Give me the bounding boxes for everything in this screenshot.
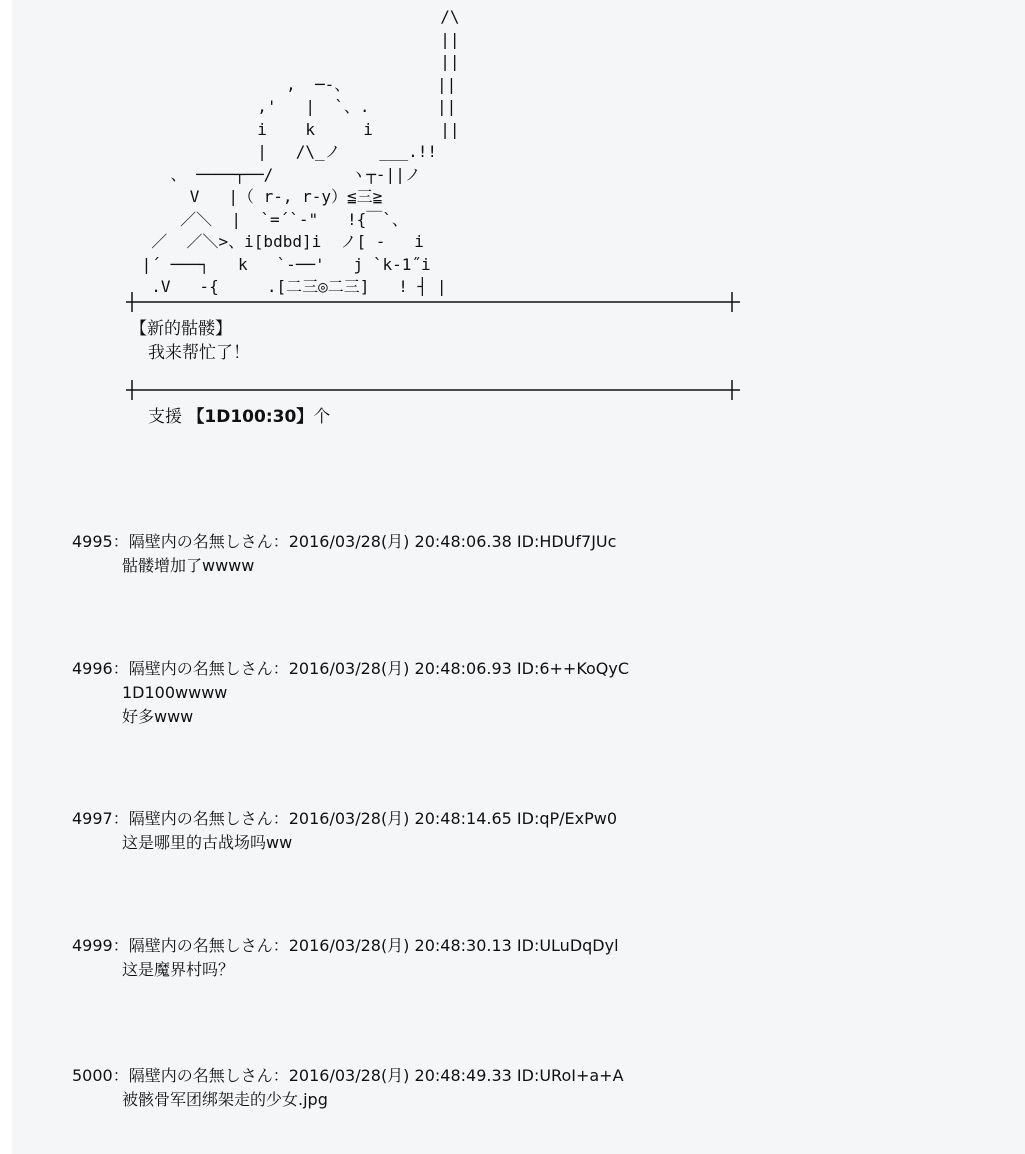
post-body: [122, 958, 972, 982]
post-4997: [72, 807, 972, 855]
post-body: [122, 554, 972, 578]
ascii-art-text: /\ || || , ─‐、 || ,' | `、. || i k i || | /\_ノ ___.!! 、 ────┬──/ ヽ┬‐||ノ V |（ r‐, r‐y）≦三≧ ／＼ | `=´`‐" !{￣`、 ／ ／＼>、i[bdbd]i ノ[ ‐ i |´ ───┐ k `‐──' j `k‐1˝i .V ‐{ .[二三◎二三] ! ┤ |: [141, 7, 460, 296]
dice-roll-result: 【1D100:30】: [187, 407, 314, 427]
post-header: 4995：隔壁内の名無しさん：2016/03/28(月) 20:48:06.38 ID:HDUf7JUc: [72, 532, 617, 551]
post-header: 4999：隔壁内の名無しさん：2016/03/28(月) 20:48:30.13 ID:ULuDqDyl: [72, 936, 619, 955]
separator-line-bottom: [126, 380, 740, 400]
support-roll-line: [148, 402, 330, 427]
post-4995: [72, 530, 972, 578]
ascii-art-skeleton: [124, 6, 744, 298]
post-line: 这是哪里的古战场吗ww: [122, 833, 293, 852]
speech-line: 我来帮忙了！: [148, 343, 250, 363]
post-header: 5000：隔壁内の名無しさん：2016/03/28(月) 20:48:49.33 ID:URoI+a+A: [72, 1066, 624, 1085]
post-4999: [72, 934, 972, 982]
page-background: [12, 0, 1025, 1154]
post-5000: [72, 1064, 972, 1112]
post-header: 4996：隔壁内の名無しさん：2016/03/28(月) 20:48:06.93 ID:6++KoQyC: [72, 659, 630, 678]
post-body: [122, 831, 972, 855]
post-line: 1D100wwww: [122, 683, 228, 702]
post-body: [122, 681, 972, 729]
separator-line-top: [126, 292, 740, 312]
post-line: 这是魔界村吗？: [122, 960, 235, 979]
support-suffix: 个: [313, 407, 331, 427]
post-4996: [72, 657, 972, 729]
post-line: 好多www: [122, 707, 194, 726]
support-prefix: 支援: [148, 407, 188, 427]
post-header: 4997：隔壁内の名無しさん：2016/03/28(月) 20:48:14.65 ID:qP/ExPw0: [72, 809, 618, 828]
speaker-name: 【新的骷髅】: [130, 319, 232, 339]
post-line: 骷髅增加了wwww: [122, 556, 255, 575]
post-line: 被骸骨军团绑架走的少女.jpg: [122, 1090, 328, 1109]
post-body: [122, 1088, 972, 1112]
